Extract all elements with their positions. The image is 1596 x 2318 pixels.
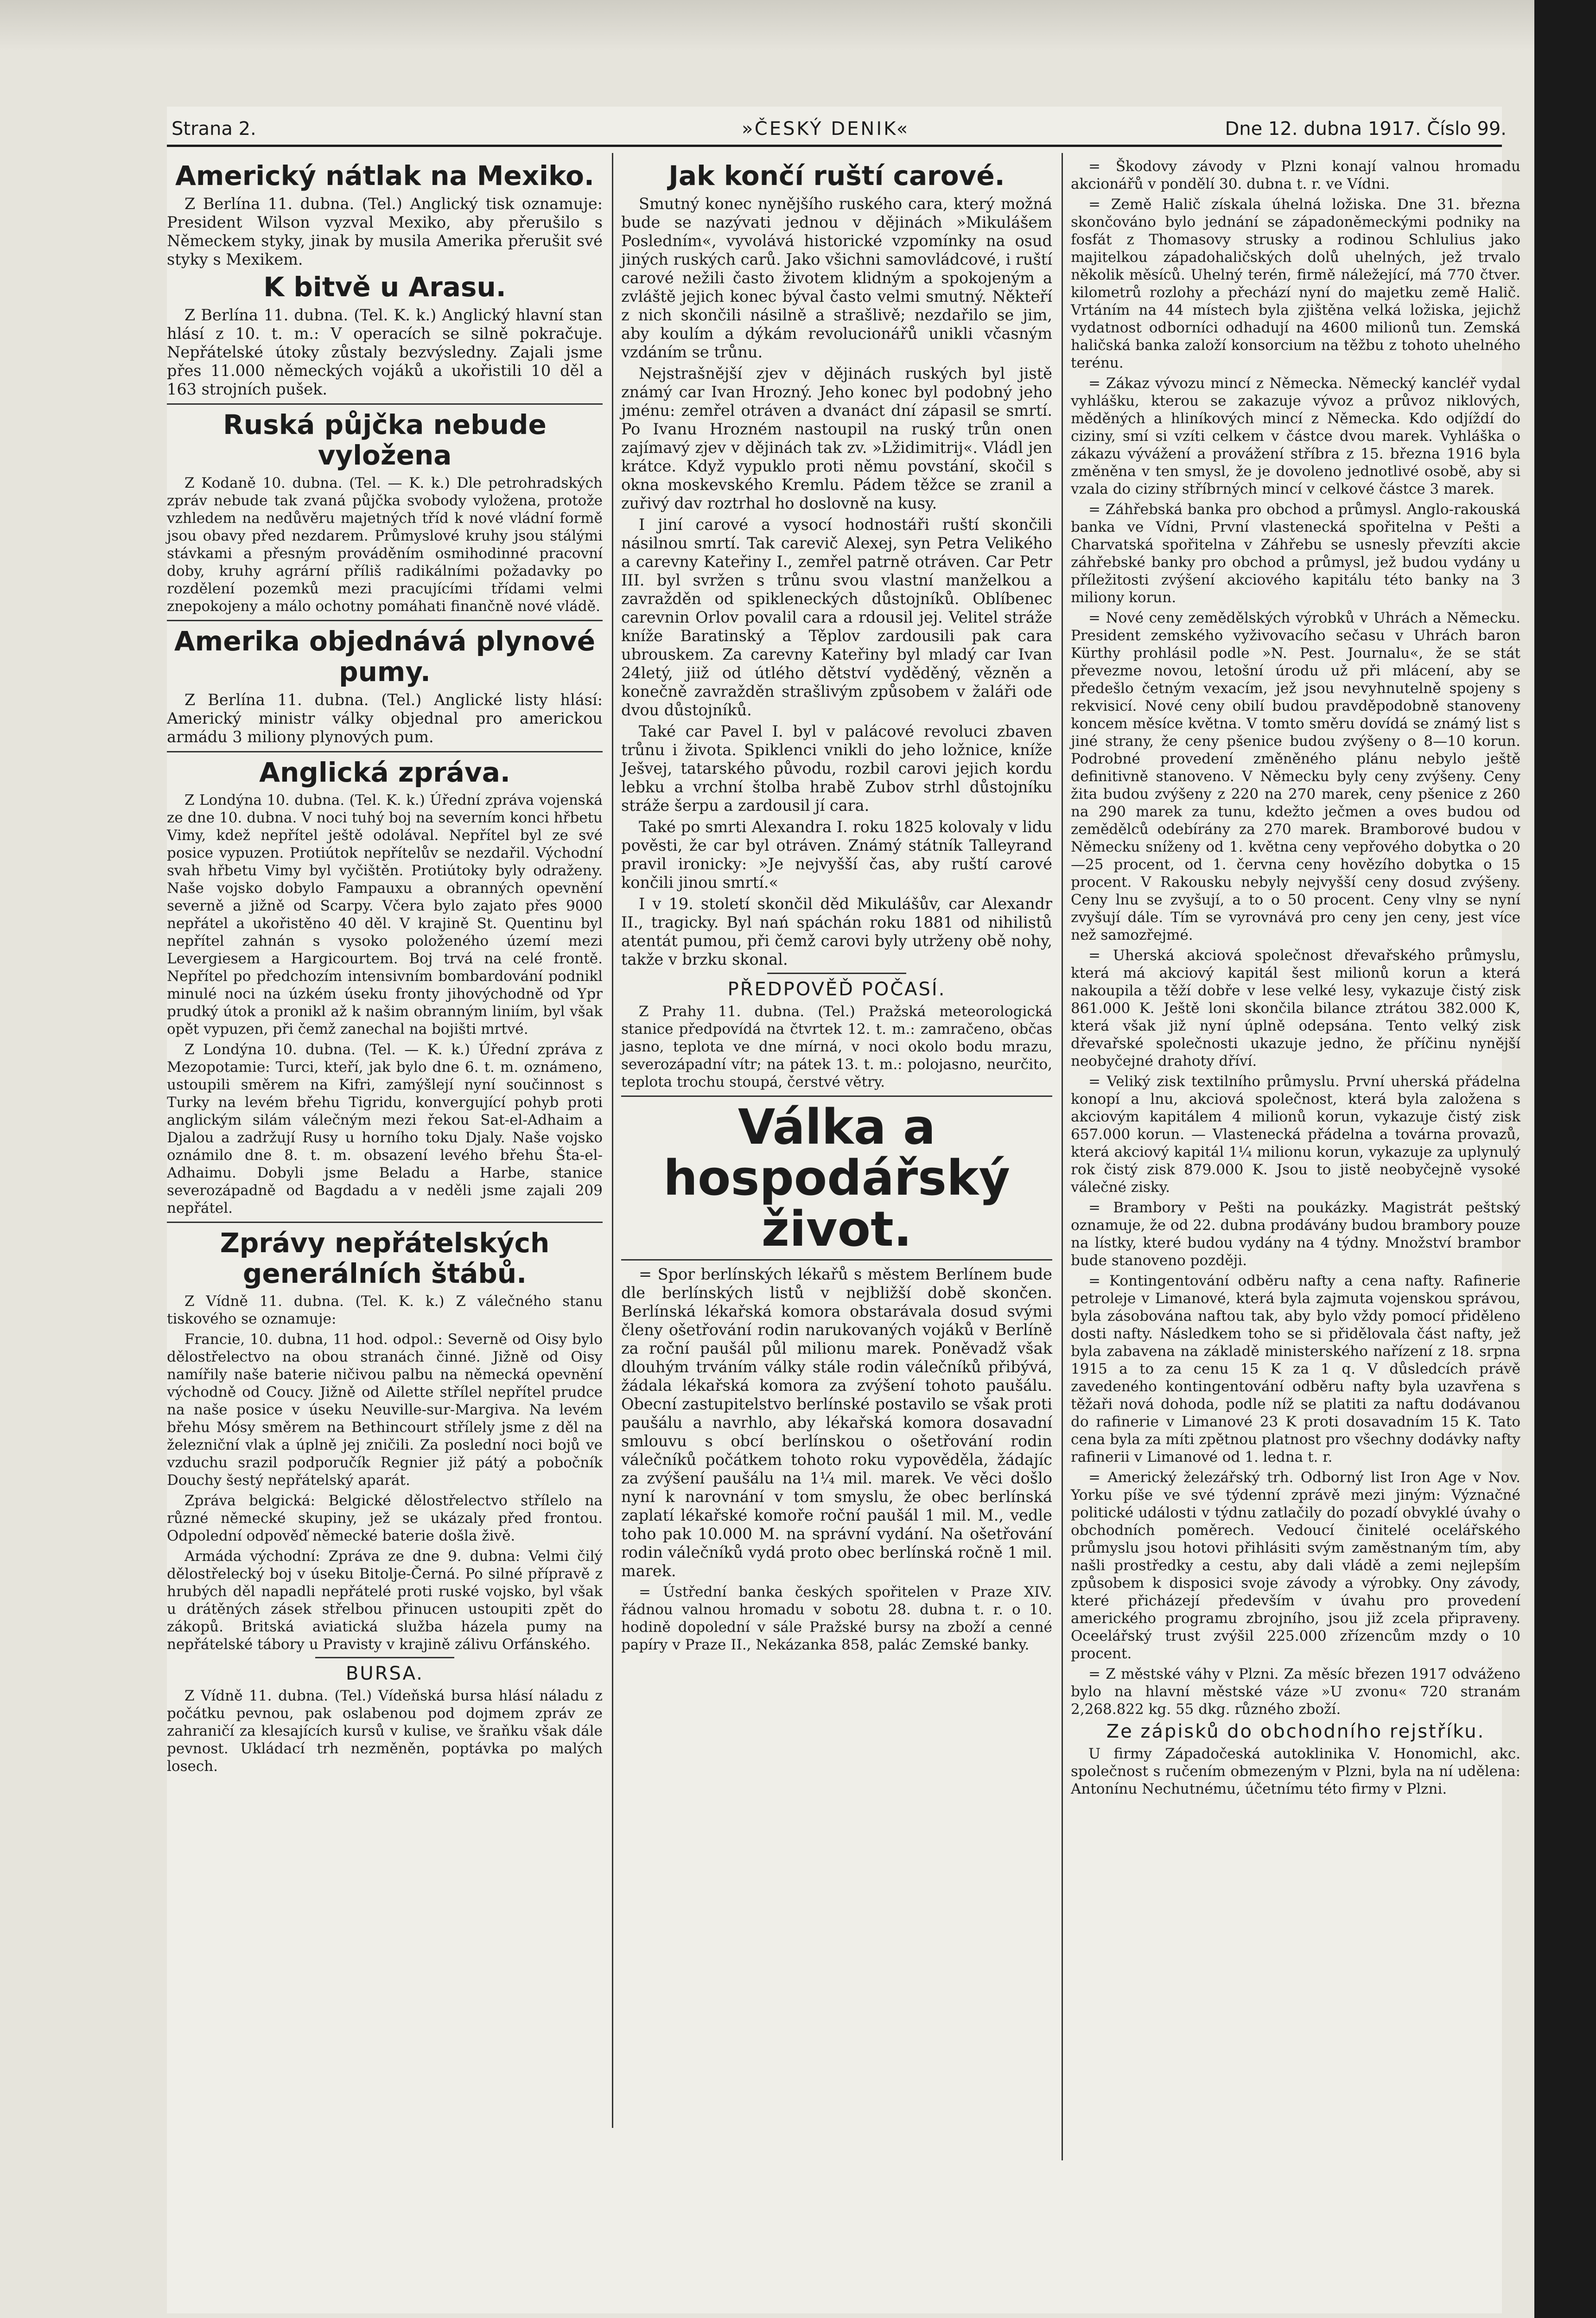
article-body: Z Vídně 11. dubna. (Tel. K. k.) Z válečného stanu tiskového se oznamuje: bbox=[167, 1293, 603, 1327]
article-body: Z Vídně 11. dubna. (Tel.) Vídeňská bursa hlásí náladu z počátku pevnou, pak oslabenou pod dojmem zpráv ze zahraničí za klesajících kursů v kulise, ve šraňku však dále pevnost. Ukládací trh nezměněn, poptávka po malých losech. bbox=[167, 1688, 603, 1775]
section-title: PŘEDPOVĚĎ POČASÍ. bbox=[727, 979, 946, 1000]
section-title: Ze zápisků do obchodního rejstříku. bbox=[1106, 1721, 1485, 1742]
news-item: = Záhřebská banka pro obchod a průmysl. Anglo-rakouská banka ve Vídni, První vlastenecká spořitelna v Pešti a Charvatská spořitelna v Záhřebu se usnesly převzíti akcie záhřebské banky pro obchod a průmysl, jež budou vydány u příležitosti zvýšení akciového kapitálu této banky na 3 miliony korun. bbox=[1071, 501, 1520, 606]
news-item: = Země Halič získala úhelná ložiska. Dne 31. března skončováno bylo jednání se západoněmeckými podniky na fosfát z Thomasovy strusky a rodinou Schlulius jako majitelkou západohaličských dolů uhelných, jež trvalo několik měsíců. Uhelný terén, firmě náležející, má 770 čtver. kilometrů rozlohy a přechází nyní do majetku země Halič. Vrtáním na 44 místech byla zjištěna velká ložiska, jejichž vydatnost odborníci odhadují na 4600 milionů tun. Zemská haličská banka založí konsorcium na těžbu z tohoto uhelného terénu. bbox=[1071, 196, 1520, 371]
news-item: = Z městské váhy v Plzni. Za měsíc březen 1917 odváženo bylo na hlavní městské váze »U zvonu« 720 stranám 2,268.822 kg. 55 dkg. různého zboží. bbox=[1071, 1666, 1520, 1718]
article-title: K bitvě u Arasu. bbox=[263, 271, 506, 303]
paper-name: »ČESKÝ DENIK« bbox=[742, 118, 910, 140]
article-body: Z Prahy 11. dubna. (Tel.) Pražská meteorologická stanice předpovídá na čtvrtek 12. t. m.: zamračeno, občas jasno, teplota ve dne mírná, v noci okolo bodu mrazu, severozápadní vítr; na pátek 13. t. m.: polojasno, neurčito, teplota trochu stoupá, čerstvé větry. bbox=[621, 1003, 1052, 1090]
column-middle bbox=[621, 158, 1052, 1656]
section-headline: Válka a hospodářský život. bbox=[663, 1099, 1011, 1257]
article-body: I v 19. století skončil děd Mikulášův, car Alexandr II., tragicky. Byl nań spáchán roku 1881 od nihilistů atentát pumou, při čemž carovi byly utrženy obě nohy, takže v brzku skonal. bbox=[621, 895, 1052, 968]
section-rule bbox=[167, 751, 603, 752]
news-item: = Škodovy závody v Plzni konají valnou hromadu akcionářů v pondělí 30. dubna t. r. ve Vídni. bbox=[1071, 158, 1520, 192]
article-body: Smutný konec nynějšího ruského cara, který možná bude se nazývati jednou v dějinách »Mikulášem Posledním«, vyvolává historické vzpomínky na osud jiných ruských carů. Jako všichni samovládcové, i ruští carové nežili často životem klidným a spokojeným a zvláště jejich konec býval často velmi smutný. Někteří z nich skončili násilně a strašlivě; nezdařilo se jim, aby koulím a dýkám revolucionářů unikli včasným vzdáním se trůnu. bbox=[621, 195, 1052, 361]
section-rule bbox=[315, 1657, 454, 1658]
article-title: Amerika objednává plynové pumy. bbox=[174, 625, 596, 688]
article-title: Americký nátlak na Mexiko. bbox=[175, 160, 594, 191]
article-title: Zprávy nepřátelských generálních štábů. bbox=[220, 1227, 550, 1289]
news-item: = Kontingentování odběru nafty a cena nafty. Rafinerie petroleje v Limanové, která byla zajmuta vojenskou správou, byla zásobována naftou tak, aby bylo vždy pomocí přiděleno dosti nafty. Následkem toho se si přidělovala část nafty, jež byla zabavena na základě ministerského nařízení z 18. srpna 1915 a to za cenu 15 K za 1 q. V důsledcích právě zavedeného kontingentování odběru nafty byla uzavřena s těžaři nová dohoda, podle níž se platiti za naftu dodávanou do rafinerie v Limanové 23 K proti dosavadním 15 K. Tato cena byla za míti zpětnou platnost pro všechny dodávky nafty rafinerii v Limanové od 1. ledna t. r. bbox=[1071, 1273, 1520, 1465]
article-body: Nejstrašnější zjev v dějinách ruských byl jistě známý car Ivan Hrozný. Jeho konec byl podobný jeho jménu: zemřel otráven a dvanáct dní zápasil se smrtí. Po Ivanu Hrozném nastoupil na ruský trůn onen zajímavý zjev v dějinách tak zv. »Lžidimitrij«. Vládl jen krátce. Když vypuklo proti němu povstání, skočil s okna moskevského Kremlu. Pádem těžce se zranil a zuřivý dav roztrhal ho doslovně na kusy. bbox=[621, 364, 1052, 512]
news-item: = Brambory v Pešti na poukázky. Magistrát peštský oznamuje, že od 22. dubna prodávány budou brambory pouze na lístky, které budou vydány na 4 týdny. Množství brambor bude stanoveno později. bbox=[1071, 1199, 1520, 1269]
article-title: Jak končí ruští carové. bbox=[668, 160, 1005, 191]
news-item: = Zákaz vývozu mincí z Německa. Německý kancléř vydal vyhlášku, kterou se zakazuje vývoz a průvoz niklových, měděných a hliníkových mincí z Německa. Kdo odjíždí do ciziny, smí si vzíti celkem v částce dvou marek. Vyhláška o zákazu vývážení a provážení stříbra z 15. března 1916 byla změněna v ten smysl, že je dovoleno jednotlivé osobě, aby si vzala do ciziny stříbrných mincí v celkové částce 3 marek. bbox=[1071, 375, 1520, 497]
column-divider bbox=[612, 153, 613, 2128]
scan-top-band bbox=[0, 0, 1596, 51]
news-item: = Americký železářský trh. Odborný list Iron Age v Nov. Yorku píše ve své týdenní zprávě mezi jiným: Význačné politické události v týdnu zatlačily do pozadí obvyklé úvahy o obchodních poměrech. Vedoucí činitelé ocelářského průmyslu jsou hotovi přihlásiti svým zaměstnaným tím, aby našli prostředky a cestu, aby dali vládě a zemi nejlepším způsobem k disposici svoje závody a výrobky. Ony závody, které přicházejí především v úvahu pro provedení amerického programu zbrojního, jsou již zcela připraveny. Oceelářský trust zvýšil 225.000 zřízencům mzdy o 10 procent. bbox=[1071, 1469, 1520, 1662]
column-right bbox=[1071, 158, 1520, 1801]
article-body: Z Berlína 11. dubna. (Tel.) Anglický tisk oznamuje: President Wilson vyzval Mexiko, aby přerušilo s Německem styky, jinak by musila Amerika přerušit své styky s Mexikem. bbox=[167, 195, 603, 268]
news-item: = Nové ceny zemědělských výrobků v Uhrách a Německu. President zemského vyživovacího sečasu v Uhrách baron Kürthy prohlásil podle »N. Pest. Journalu«, že se stát převezme novou, letošní úrodu už při mlácení, aby se předešlo četným vexacím, jež jsou nevyhnutelně spojeny s rekvisicí. Nové ceny obilí budou pravděpodobně stanoveny koncem měsíce května. V tomto směru dovídá se známý list s jiné strany, že ceny pšenice budou zvýšeny o 8—10 korun. Podrobné provedení změněného plánu nebylo ještě definitivně stanoveno. V Německu byly ceny zvýšeny. Ceny žita budou zvýšeny z 220 na 270 marek, ceny pšenice z 260 na 290 marek za tunu, kdežto ječmen a oves budou od zemědělců odebírány za 270 marek. Bramborové budou v Německu sníženy od 1. května ceny vepřového dobytka o 20—25 procent, od 1. června ceny hovězího dobytka o 15 procent. V Rakousku nebyly nejvyšší ceny dosud zvýšeny. Ceny lnu se zvyšují, a to o 50 procent. Ceny vlny se nyní zvyšují dále. Tím se vyrovnává pro ceny jen ceny, jest více než samozřejmé. bbox=[1071, 610, 1520, 943]
article-body: Z Berlína 11. dubna. (Tel.) Anglické listy hlásí: Americký ministr války objednal pro americkou armádu 3 miliony plynových pum. bbox=[167, 691, 603, 746]
page-number: Strana 2. bbox=[172, 118, 256, 140]
date-issue: Dne 12. dubna 1917. Číslo 99. bbox=[1225, 118, 1507, 140]
article-body: Také car Pavel I. byl v palácové revoluci zbaven trůnu i života. Spiklenci vnikli do jeho ložnice, kníže Ješvej, tatarského původu, rozbil carovi jejich kordu lebku a vrchní štolba hrabě Zubov strhl důstojníku stráže šerpu a zardousil jí cara. bbox=[621, 722, 1052, 815]
news-item: = Uherská akciová společnost dřevařského průmyslu, která má akciový kapitál šest milionů korun a která nakoupila a těží dobře v lese velké lesy, vykazuje čistý zisk 861.000 K. Ještě loni skončila bilance ztrátou 382.000 K, která však již nyní úplně odepsána. Tento velký zisk dřevařské společnosti ukazuje jedno, že příčinu nynější neobyčejné drahoty dříví. bbox=[1071, 947, 1520, 1070]
news-item: U firmy Západočeská autoklinika V. Honomichl, akc. společnost s ručením obmezeným v Plzni, byla na ní udělena: Antonínu Nechutnému, účetnímu této firmy v Plzni. bbox=[1071, 1745, 1520, 1797]
article-body: Francie, 10. dubna, 11 hod. odpol.: Severně od Oisy bylo dělostřelectvo na obou stranách činné. Jižně od Oisy namířily naše baterie ničivou palbu na německá opevnění východně od Coucy. Jižně od Ailette střílel nepřítel prudce na naše posice v úseku Neuville-sur-Margiva. Na levém břehu Mósy směrem na Bethincourt střílely jsme z děl na železniční vlak a úplně jej zničili. Za poslední noci bojů ve vzduchu srazil podporučík Regnier již pátý a pobočník Douchy šestý nepřátelský aparát. bbox=[167, 1331, 603, 1489]
article-body: Také po smrti Alexandra I. roku 1825 kolovaly v lidu pověsti, že car byl otráven. Známý státník Talleyrand pravil ironicky: »Je nejvyšší čas, aby ruští carové končili jinou smrtí.« bbox=[621, 818, 1052, 892]
article-body: Armáda východní: Zpráva ze dne 9. dubna: Velmi čilý dělostřelecký boj v úseku Bitolje-Černá. Po silné přípravě z hrubých děl napadli nepřátelé proti ruské vojsko, byl však u drátěných zásek střelbou přinucen ustoupiti zpět do zákopů. Britská aviatická služba házela pumy na nepřátelské tábory u Pravisty v krajině zálivu Orfánského. bbox=[167, 1548, 603, 1653]
article-body: Z Berlína 11. dubna. (Tel. K. k.) Anglický hlavní stan hlásí z 10. t. m.: V operacích se silně pokračuje. Nepřátelské útoky zůstaly bezvýsledny. Zajali jsme přes 11.000 německých vojáků a ukořistili 10 děl a 163 strojních pušek. bbox=[167, 306, 603, 398]
section-rule bbox=[621, 1259, 1052, 1261]
section-rule bbox=[767, 973, 906, 974]
section-rule bbox=[167, 403, 603, 405]
article-body: = Ústřední banka českých spořitelen v Praze XIV. řádnou valnou hromadu v sobotu 28. dubna t. r. o 10. hodině dopolední v sále Pražské bursy na zboží a cenné papíry v Praze II., Nekázanka 858, palác Zemské banky. bbox=[621, 1584, 1052, 1653]
masthead-rule bbox=[167, 145, 1502, 147]
scan-edge bbox=[1534, 0, 1596, 2318]
section-title: BURSA. bbox=[345, 1663, 424, 1684]
column-divider bbox=[1062, 153, 1063, 2160]
section-rule bbox=[621, 1095, 1052, 1097]
section-rule bbox=[167, 1222, 603, 1223]
article-body: Z Londýna 10. dubna. (Tel. — K. k.) Úřední zpráva z Mezopotamie: Turci, kteří, jak bylo dne 6. t. m. oznámeno, ustoupili směrem na Kifri, zamýšlejí nyní součinnost s Turky na levém břehu Tigridu, konvergující pohyb proti anglickým silám válečným mezi řekou Sat-el-Adhaim a Djalou a zadržují Rusy u horního toku Djaly. Naše vojsko oznámilo dne 8. t. m. obsazení levého břehu Šta-el-Adhaimu. Dobyli jsme Beladu a Harbe, stanice severozápadně od Bagdadu a v neděli jsme zajali 209 nepřátel. bbox=[167, 1041, 603, 1216]
article-body: Z Kodaně 10. dubna. (Tel. — K. k.) Dle petrohradských zpráv nebude tak zvaná půjčka svobody vyložena, protože vzhledem na nedůvěru majetných tříd k nové vládní formě jsou obavy před nezdarem. Průmyslové kruhy jsou stálými stávkami a přesným prováděním osmihodinné pracovní doby, kruhy agrární příliš radikálními požadavky po rozdělení pozemků mezi pracujícími třídami velmi znepokojeny a málo ochotny pomáhati finančně nové vládě. bbox=[167, 475, 603, 615]
article-body: Zpráva belgická: Belgické dělostřelectvo střílelo na různé německé skupiny, jež se ukázaly před frontou. Odpolední odpověď německé baterie došla živě. bbox=[167, 1492, 603, 1544]
section-rule bbox=[167, 620, 603, 621]
column-left bbox=[167, 158, 603, 1778]
article-title: Ruská půjčka nebude vyložena bbox=[223, 409, 547, 471]
article-body: Z Londýna 10. dubna. (Tel. K. k.) Úřední zpráva vojenská ze dne 10. dubna. V noci tuhý boj na severním konci hřbetu Vimy, kdež nepřítel ještě odolával. Nepřítel byl ze své posice vypuzen. Protiútok nepřítelův se nezdařil. Východní svah hřbetu Vimy byl vyčištěn. Protiútoky byly odraženy. Naše vojsko dobylo Fampauxu a obranných opevnění severně a jižně od Scarpy. Včera bylo zajato přes 9000 nepřátel a ukořistěno 40 děl. V krajině St. Quentinu byl nepřítel zahnán s vysoko položeného území mezi Levergiesem a Hargicourtem. Boj trvá na celé frontě. Nepřítel po předchozím intensivním bombardování podnikl minulé noci na úzkém úseku fronty jihovýchodně od Ypr prudký útok a pronikl až k našim obranným liniím, byl však opět vypuzen, při čemž zanechal na bojišti mrtvé. bbox=[167, 792, 603, 1038]
article-body: = Spor berlínských lékařů s městem Berlínem bude dle berlínských listů v nejbližší době skončen. Berlínská lékařská komora obstarávala dosud svými členy ošetřování rodin narukovaných vojáků v Berlíně za roční paušál půl milionu marek. Poněvadž však dlouhým trváním války stále rodin válečníků přibývá, žádala lékařská komora za zvýšení tohoto paušálu. Obecní zastupitelstvo berlínské postavilo se však proti paušálu a navrhlo, aby lékařská komora dosavadní smlouvu s obcí berlínskou o ošetřování rodin válečníků počátkem tohoto roku vypověděla, žádajíc za zvýšení paušálu na 1¼ mil. marek. Ve věci došlo nyní k narovnání v tom smyslu, že obec berlínská zaplatí lékařské komoře roční paušál 1 mil. M., vedle toho pak 10.000 M. na správní vydání. Na ošetřování rodin válečníků vydá proto obec berlínská ročně 1 mil. marek. bbox=[621, 1265, 1052, 1580]
news-item: = Veliký zisk textilního průmyslu. První uherská přádelna konopí a lnu, akciová společnost, která byla založena s akciovým kapitálem 4 milionů korun, vykazuje čistý zisk 657.000 korun. — Vlastenecká přádelna a továrna provazů, která akciový kapitál 1¼ milionu korun, vykazuje za uplynulý rok čistý zisk 879.000 K. Jsou to jistě neobyčejně vysoké válečné zisky. bbox=[1071, 1073, 1520, 1196]
article-body: I jiní carové a vysocí hodnostáři ruští skončili násilnou smrtí. Tak carevič Alexej, syn Petra Velikého a carevny Kateřiny I., zemřel patrně otráven. Car Petr III. byl svržen s trůnu svou vlastní manželkou a zavražděn od spikleneckých důstojníků. Oblíbenec carevnin Orlov povalil cara a rdousil jej. Velitel stráže kníže Baratinský a Těplov zardousili pak cara ubrouskem. Za carevny Kateřiny byl mladý car Ivan 24letý, jiiž od útlého dětství vyděděný, vězněn a konečně zavražděn strašlivým způsobem v žaláři ode dvou důstojníků. bbox=[621, 516, 1052, 719]
article-title: Anglická zpráva. bbox=[259, 757, 510, 788]
